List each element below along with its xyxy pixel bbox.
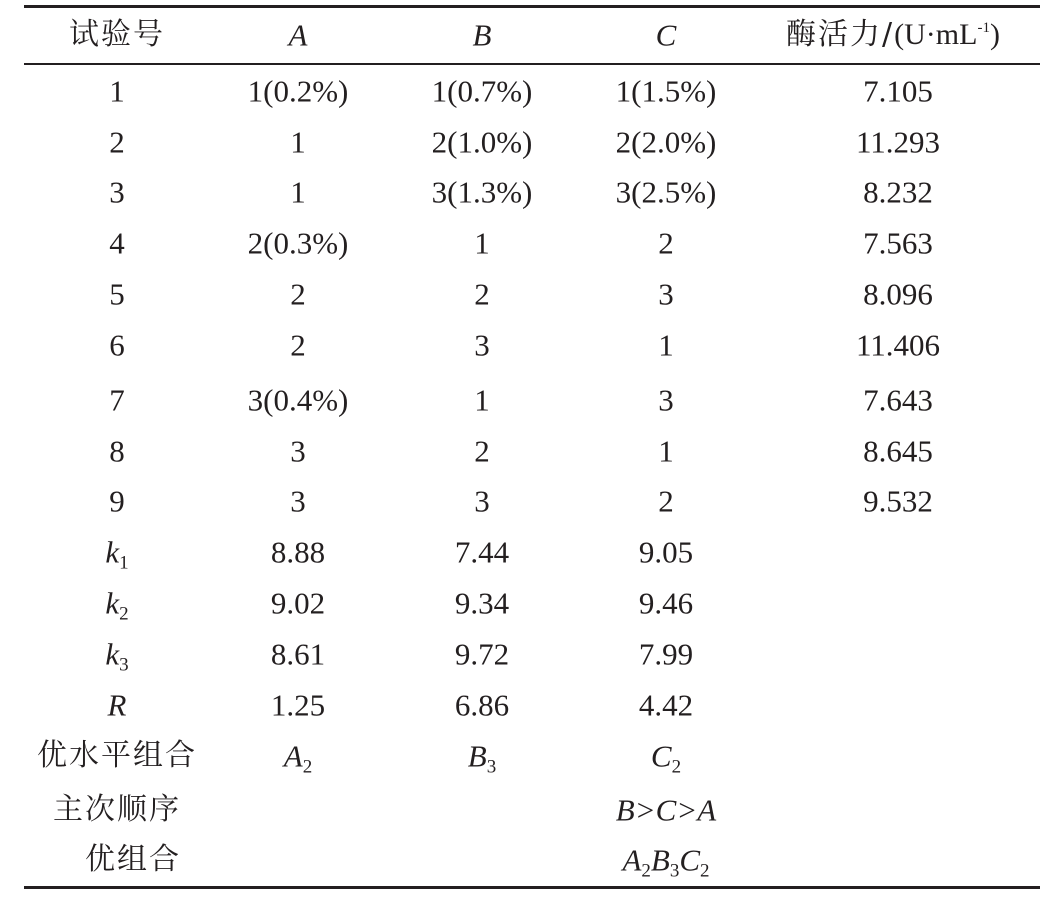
range-label: R: [107, 687, 127, 723]
enzyme-activity-value: 9.532: [863, 483, 933, 519]
k-label: [105, 636, 129, 676]
unit-close: ): [989, 18, 1000, 51]
combo-subscript-c: 2: [700, 860, 710, 882]
factor-b-level: 2: [474, 433, 490, 469]
optimal-combo-label: 优组合: [85, 842, 181, 877]
k-symbol: k: [105, 585, 120, 621]
factor-a-level: 3(0.4%): [247, 382, 349, 418]
optimal-level-a: [283, 738, 313, 778]
factor-c-level: 2: [658, 483, 674, 519]
optimal-level-c: [650, 738, 682, 778]
factor-a-level: 1(0.2%): [247, 73, 349, 109]
header-factor-c: C: [655, 17, 677, 53]
factor-a-level: 1: [290, 124, 306, 160]
k-value-c: 9.05: [638, 534, 694, 570]
k-symbol: k: [105, 636, 120, 672]
level-symbol: A: [283, 738, 303, 774]
header-trial: 试验号: [69, 17, 165, 52]
factor-b-level: 1: [474, 225, 490, 261]
trial-number: 8: [109, 433, 125, 469]
primary-order-label: 主次顺序: [53, 792, 181, 827]
factor-a-level: 3: [290, 483, 306, 519]
header-factor-a: A: [288, 17, 308, 53]
enzyme-activity-value: 7.563: [863, 225, 933, 261]
trial-number: 9: [109, 483, 125, 519]
range-value-a: 1.25: [270, 687, 326, 723]
k-subscript: 2: [119, 603, 129, 625]
trial-number: 3: [109, 174, 125, 210]
k-subscript: 3: [119, 654, 129, 676]
trial-number: 5: [109, 276, 125, 312]
enzyme-activity-value: 7.643: [863, 382, 933, 418]
factor-b-level: 2(1.0%): [431, 124, 533, 160]
level-symbol: C: [650, 738, 672, 774]
factor-b-level: 1: [474, 382, 490, 418]
unit-exponent: -1: [977, 20, 990, 36]
optimal-level-b: [467, 738, 497, 778]
range-value-b: 6.86: [454, 687, 510, 723]
enzyme-activity-value: 7.105: [863, 73, 933, 109]
enzyme-activity-value: 8.645: [863, 433, 933, 469]
factor-b-level: 3: [474, 327, 490, 363]
header-enzyme-activity: [786, 17, 1000, 52]
level-subscript: 2: [671, 756, 682, 778]
factor-a-level: 3: [290, 433, 306, 469]
trial-number: 2: [109, 124, 125, 160]
combo-symbol-a: A: [622, 842, 642, 878]
optimal-level-label: 优水平组合: [37, 738, 197, 773]
factor-b-level: 3(1.3%): [431, 174, 533, 210]
enzyme-activity-value: 11.406: [855, 327, 941, 363]
factor-c-level: 1: [658, 433, 674, 469]
factor-c-level: 2: [658, 225, 674, 261]
top-rule: [24, 5, 1040, 8]
combo-symbol-b: B: [650, 842, 670, 878]
k-value-c: 9.46: [638, 585, 694, 621]
unit-open: (U·mL: [894, 18, 978, 51]
header-rule: [24, 63, 1040, 65]
range-value-c: 4.42: [638, 687, 694, 723]
combo-subscript-a: 2: [641, 860, 651, 882]
enzyme-activity-value: 8.232: [863, 174, 933, 210]
factor-b-level: 1(0.7%): [431, 73, 533, 109]
factor-a-level: 2: [290, 276, 306, 312]
k-value-a: 8.61: [270, 636, 326, 672]
level-symbol: B: [467, 738, 487, 774]
factor-c-level: 3: [658, 382, 674, 418]
trial-number: 1: [109, 73, 125, 109]
factor-c-level: 3(2.5%): [615, 174, 717, 210]
factor-a-level: 2(0.3%): [247, 225, 349, 261]
k-label: [105, 534, 129, 574]
factor-c-level: 3: [658, 276, 674, 312]
factor-a-level: 1: [290, 174, 306, 210]
level-subscript: 3: [486, 756, 497, 778]
factor-c-level: 1: [658, 327, 674, 363]
combo-subscript-b: 3: [669, 860, 680, 882]
combo-symbol-c: C: [679, 842, 701, 878]
factor-b-level: 2: [474, 276, 490, 312]
k-label: [105, 585, 129, 625]
factor-a-level: 2: [290, 327, 306, 363]
level-subscript: 2: [302, 756, 313, 778]
trial-number: 6: [109, 327, 125, 363]
primary-order-value: B>C>A: [615, 792, 717, 828]
k-subscript: 1: [119, 552, 129, 574]
trial-number: 4: [109, 225, 125, 261]
factor-c-level: 1(1.5%): [615, 73, 717, 109]
trial-number: 7: [109, 382, 125, 418]
k-value-b: 9.34: [454, 585, 510, 621]
k-value-b: 7.44: [454, 534, 510, 570]
enzyme-activity-value: 8.096: [863, 276, 933, 312]
k-value-c: 7.99: [638, 636, 694, 672]
optimal-combo-value: [622, 842, 710, 882]
enzyme-activity-value: 11.293: [855, 124, 941, 160]
factor-b-level: 3: [474, 483, 490, 519]
header-activity-label: 酶活力/: [786, 17, 895, 52]
k-value-b: 9.72: [454, 636, 510, 672]
k-value-a: 8.88: [270, 534, 326, 570]
header-factor-b: B: [472, 17, 492, 53]
header-activity-unit: [894, 18, 1000, 51]
bottom-rule: [24, 886, 1040, 889]
k-value-a: 9.02: [270, 585, 326, 621]
factor-c-level: 2(2.0%): [615, 124, 717, 160]
k-symbol: k: [105, 534, 120, 570]
